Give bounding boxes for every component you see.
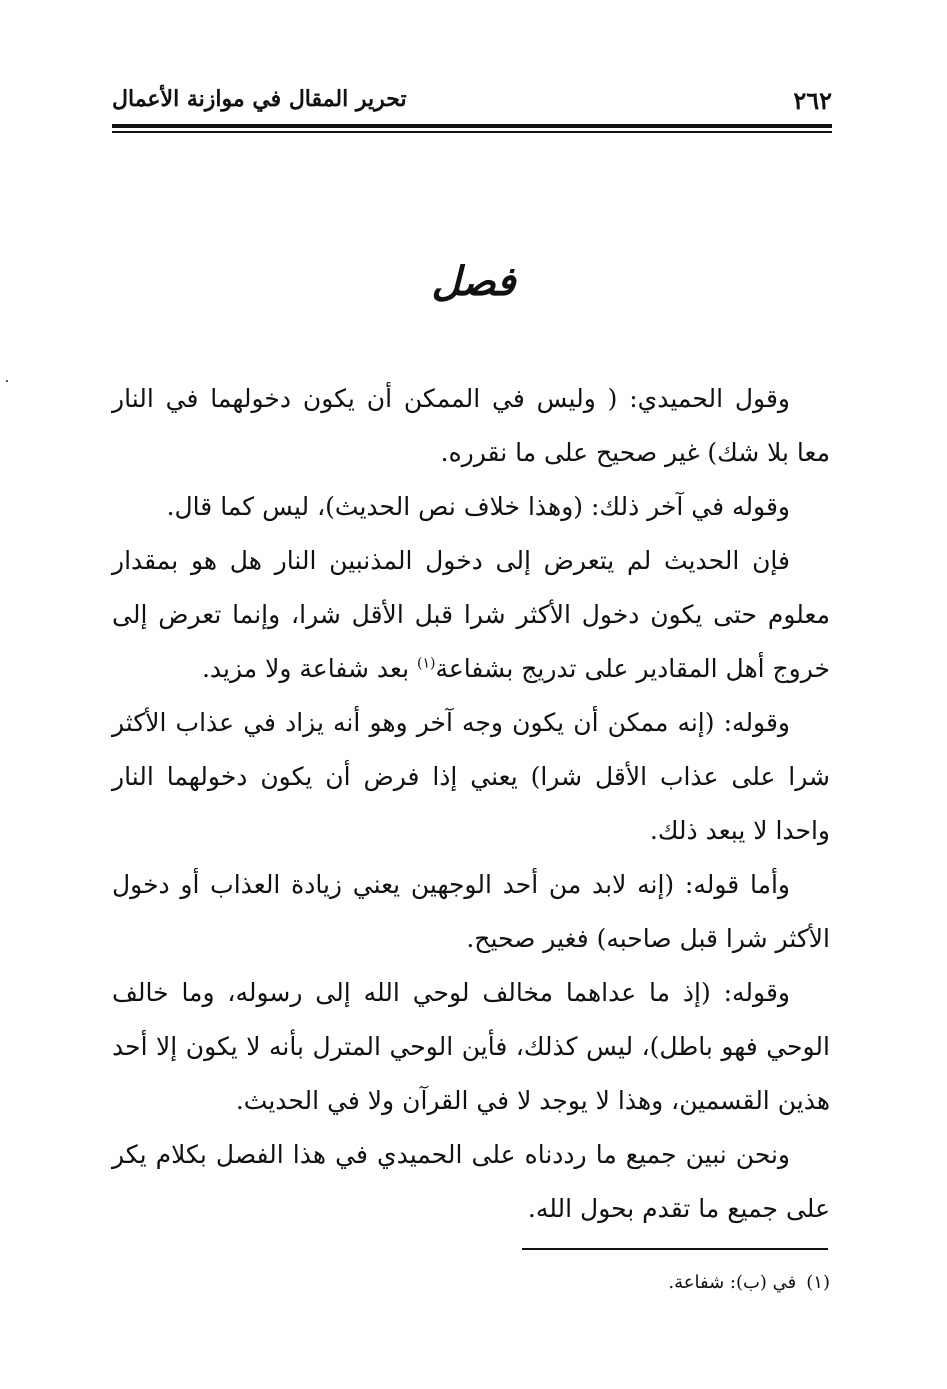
paragraph-2: وقوله في آخر ذلك: (وهذا خلاف نص الحديث)، ليس كما قال. — [166, 492, 790, 521]
page-number: ٢٦٢ — [793, 86, 832, 115]
paragraph-3-text: فإن الحديث لم يتعرض إلى دخول المذنبين النار هل هو بمقدار معلوم حتى يكون دخول الأكثر شرا قبل الأقل شرا، وإنما تعرض إلى خروج أهل المقادير على تدريج بشفاعة — [112, 546, 830, 683]
running-header — [112, 82, 832, 122]
section-title: فصل — [431, 258, 516, 305]
footnote-separator — [522, 1248, 828, 1250]
header-rule-thick — [112, 124, 832, 128]
paragraph-5: وأما قوله: (إنه لابد من أحد الوجهين يعني زيادة العذاب أو دخول الأكثر شرا قبل صاحبه) فغير صحيح. — [112, 870, 830, 953]
footnote — [112, 1268, 830, 1298]
paragraph-3 — [112, 534, 830, 696]
paragraph-1: وقول الحميدي: ( وليس في الممكن أن يكون دخولهما في النار معا بلا شك) غير صحيح على ما نقرره. — [112, 384, 830, 467]
paragraph-3-text-end: بعد شفاعة ولا مزيد. — [201, 654, 417, 683]
paragraph-4: وقوله: (إنه ممكن أن يكون وجه آخر وهو أنه يزاد في عذاب الأكثر شرا على عذاب الأقل شرا) يعني إذا فرض أن يكون دخولهما النار واحدا لا يبعد ذلك. — [112, 708, 830, 845]
main-text — [112, 372, 830, 1236]
footnote-reference: (١) — [416, 655, 436, 672]
footnote-text: في (ب): شفاعة. — [668, 1272, 797, 1293]
paragraph-6: وقوله: (إذ ما عداهما مخالف لوحي الله إلى رسوله، وما خالف الوحي فهو باطل)، ليس كذلك، فأين الوحي المترل بأنه لا يكون إلا أحد هذين القسمين، وهذا لا يوجد لا في القرآن ولا في الحديث. — [112, 978, 830, 1115]
book-title: تحرير المقال في موازنة الأعمال — [112, 86, 407, 112]
footnote-number: (١) — [806, 1272, 830, 1293]
scan-speck — [6, 380, 8, 382]
paragraph-7: ونحن نبين جميع ما رددناه على الحميدي في هذا الفصل بكلام يكر على جميع ما تقدم بحول الله. — [112, 1140, 830, 1223]
header-rule-thin — [112, 131, 832, 133]
